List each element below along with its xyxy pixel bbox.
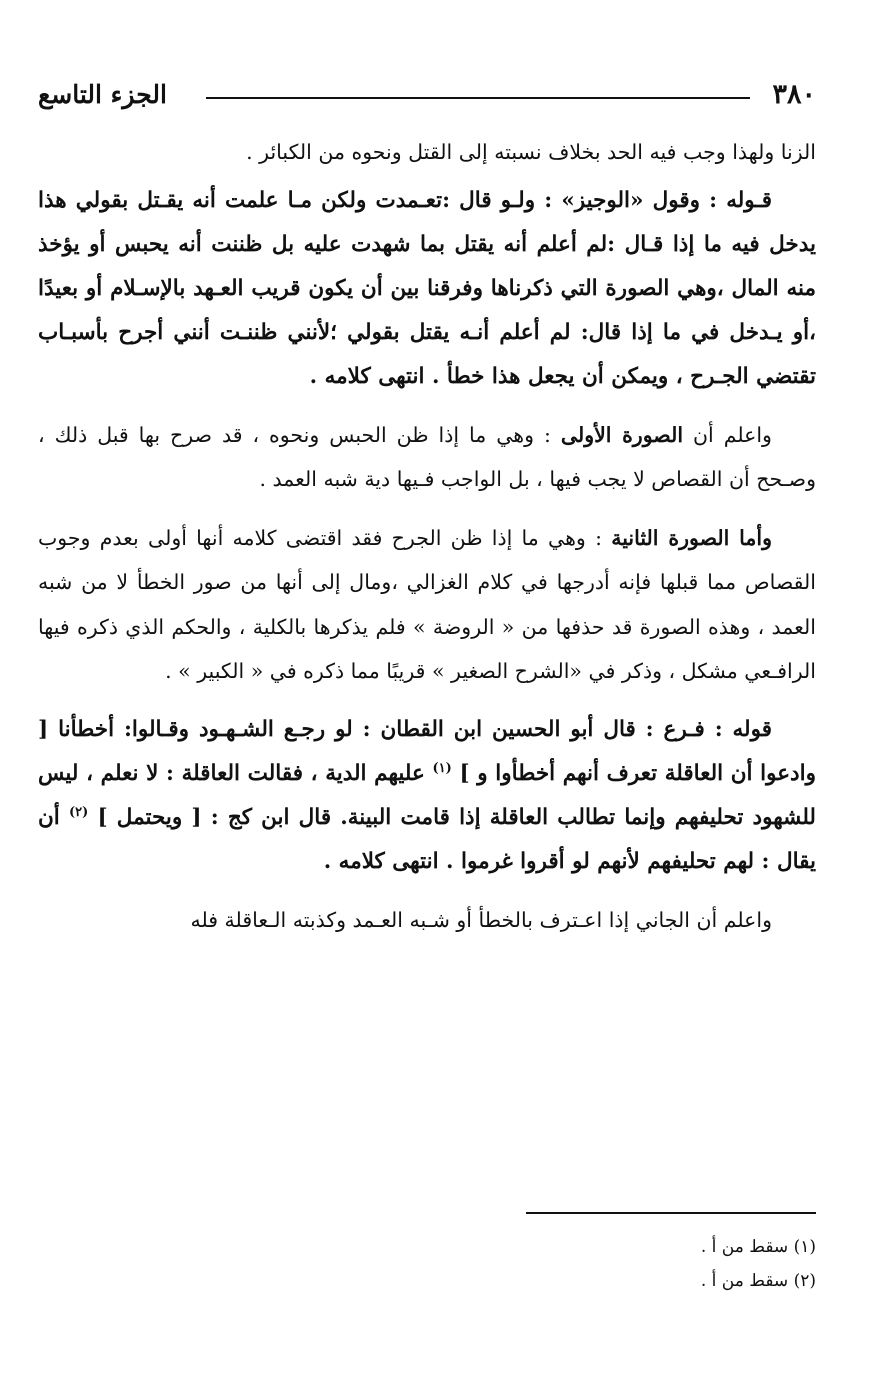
footnote-item: (٢) سقط من أ . xyxy=(700,1271,816,1291)
paragraph-second-case xyxy=(38,516,816,694)
paragraph-quote-wajiz: قـوله : وقول «الوجيز» : ولـو قال :تعـمدت ولكن مـا علمت أنه يقـتل بقولي هذا يدخل فيه ما إذا قـال :لم أعلم أنه يقتل بما شهدت عليه بل ظننت أنه يحبس أو يؤخذ منه المال ،وهي الصورة التي ذكرناها وفرقنا بين أن يكون قريب العـهد بالإسـلام أو بعيدًا ،أو يـدخل في ما إذا قال: لم أعلم أنـه يقتل بقولي ؛لأنني ظننـت أنني أجرح بأسبـاب تقتضي الجـرح ، ويمكن أن يجعل هذا خطأ . انتهى كلامه . xyxy=(38,187,816,389)
footnote-rule xyxy=(526,1212,816,1214)
paragraph-text: : وهي ما إذا ظن الجرح فقد اقتضى كلامه أنها أولى بعدم وجوب القصاص مما قبلها فإنه أدرجها في كلام الغزالي ،ومال إلى أنها من صور الخطأ لا من شبه العمد ، وهذه الصورة قد حذفها من « الروضة » فلم يذكرها بالكلية ، والحكم الذي ذكره فيها الرافـعي مشكل ، وذكر في «الشرح الصغير » قريبًا مما ذكره في « الكبير » . xyxy=(38,525,816,683)
header-rule xyxy=(206,97,750,99)
page-number: ٣٨٠ xyxy=(772,79,816,110)
heading-second-case: وأما الصورة الثانية xyxy=(611,525,772,550)
paragraph-text: : وهي ما إذا ظن الحبس ونحوه ، قد صرح بها قبل ذلك ، وصـحح أن القصاص لا يجب فيها ، بل الواجب فـيها دية شبه العمد . xyxy=(38,422,816,491)
running-title: الجزء التاسع xyxy=(38,80,167,109)
paragraph-witnesses-branch xyxy=(38,708,816,884)
footnote-item: (١) سقط من أ . xyxy=(700,1237,816,1257)
page-header xyxy=(38,78,816,114)
paragraph-continuation: الزنا ولهذا وجب فيه الحد بخلاف نسبته إلى القتل ونحوه من الكبائر . xyxy=(246,140,816,164)
lead-text: واعلم أن xyxy=(692,422,772,447)
paragraph-text: قوله : فـرع : قال أبو الحسين ابن القطان : لو رجـع الشـهـود وقـالوا: أخطأنا [ وادعوا أن العاقلة تعرف أنهم أخطأوا و ] xyxy=(38,716,816,786)
body-text xyxy=(38,130,816,942)
footnotes xyxy=(416,1230,816,1298)
paragraph-text: أن يقال : لهم تحليفهم لأنهم لو أقروا غرموا . انتهى كلامه . xyxy=(38,804,816,874)
footnote-ref: (١) xyxy=(432,760,452,776)
footnote-ref: (٢) xyxy=(68,804,89,820)
paragraph-text: عليهم الدية ، فقالت العاقلة : لا نعلم ، ليس للشهود تحليفهم وإنما تطالب العاقلة إذا قامت البينة. قال ابن كج : [ ويحتمل ] xyxy=(38,760,816,830)
heading-first-case: الصورة الأولى xyxy=(560,422,684,447)
paragraph-final: واعلم أن الجاني إذا اعـترف بالخطأ أو شـبه العـمد وكذبته الـعاقلة فله xyxy=(190,907,772,932)
paragraph-first-case xyxy=(38,413,816,502)
